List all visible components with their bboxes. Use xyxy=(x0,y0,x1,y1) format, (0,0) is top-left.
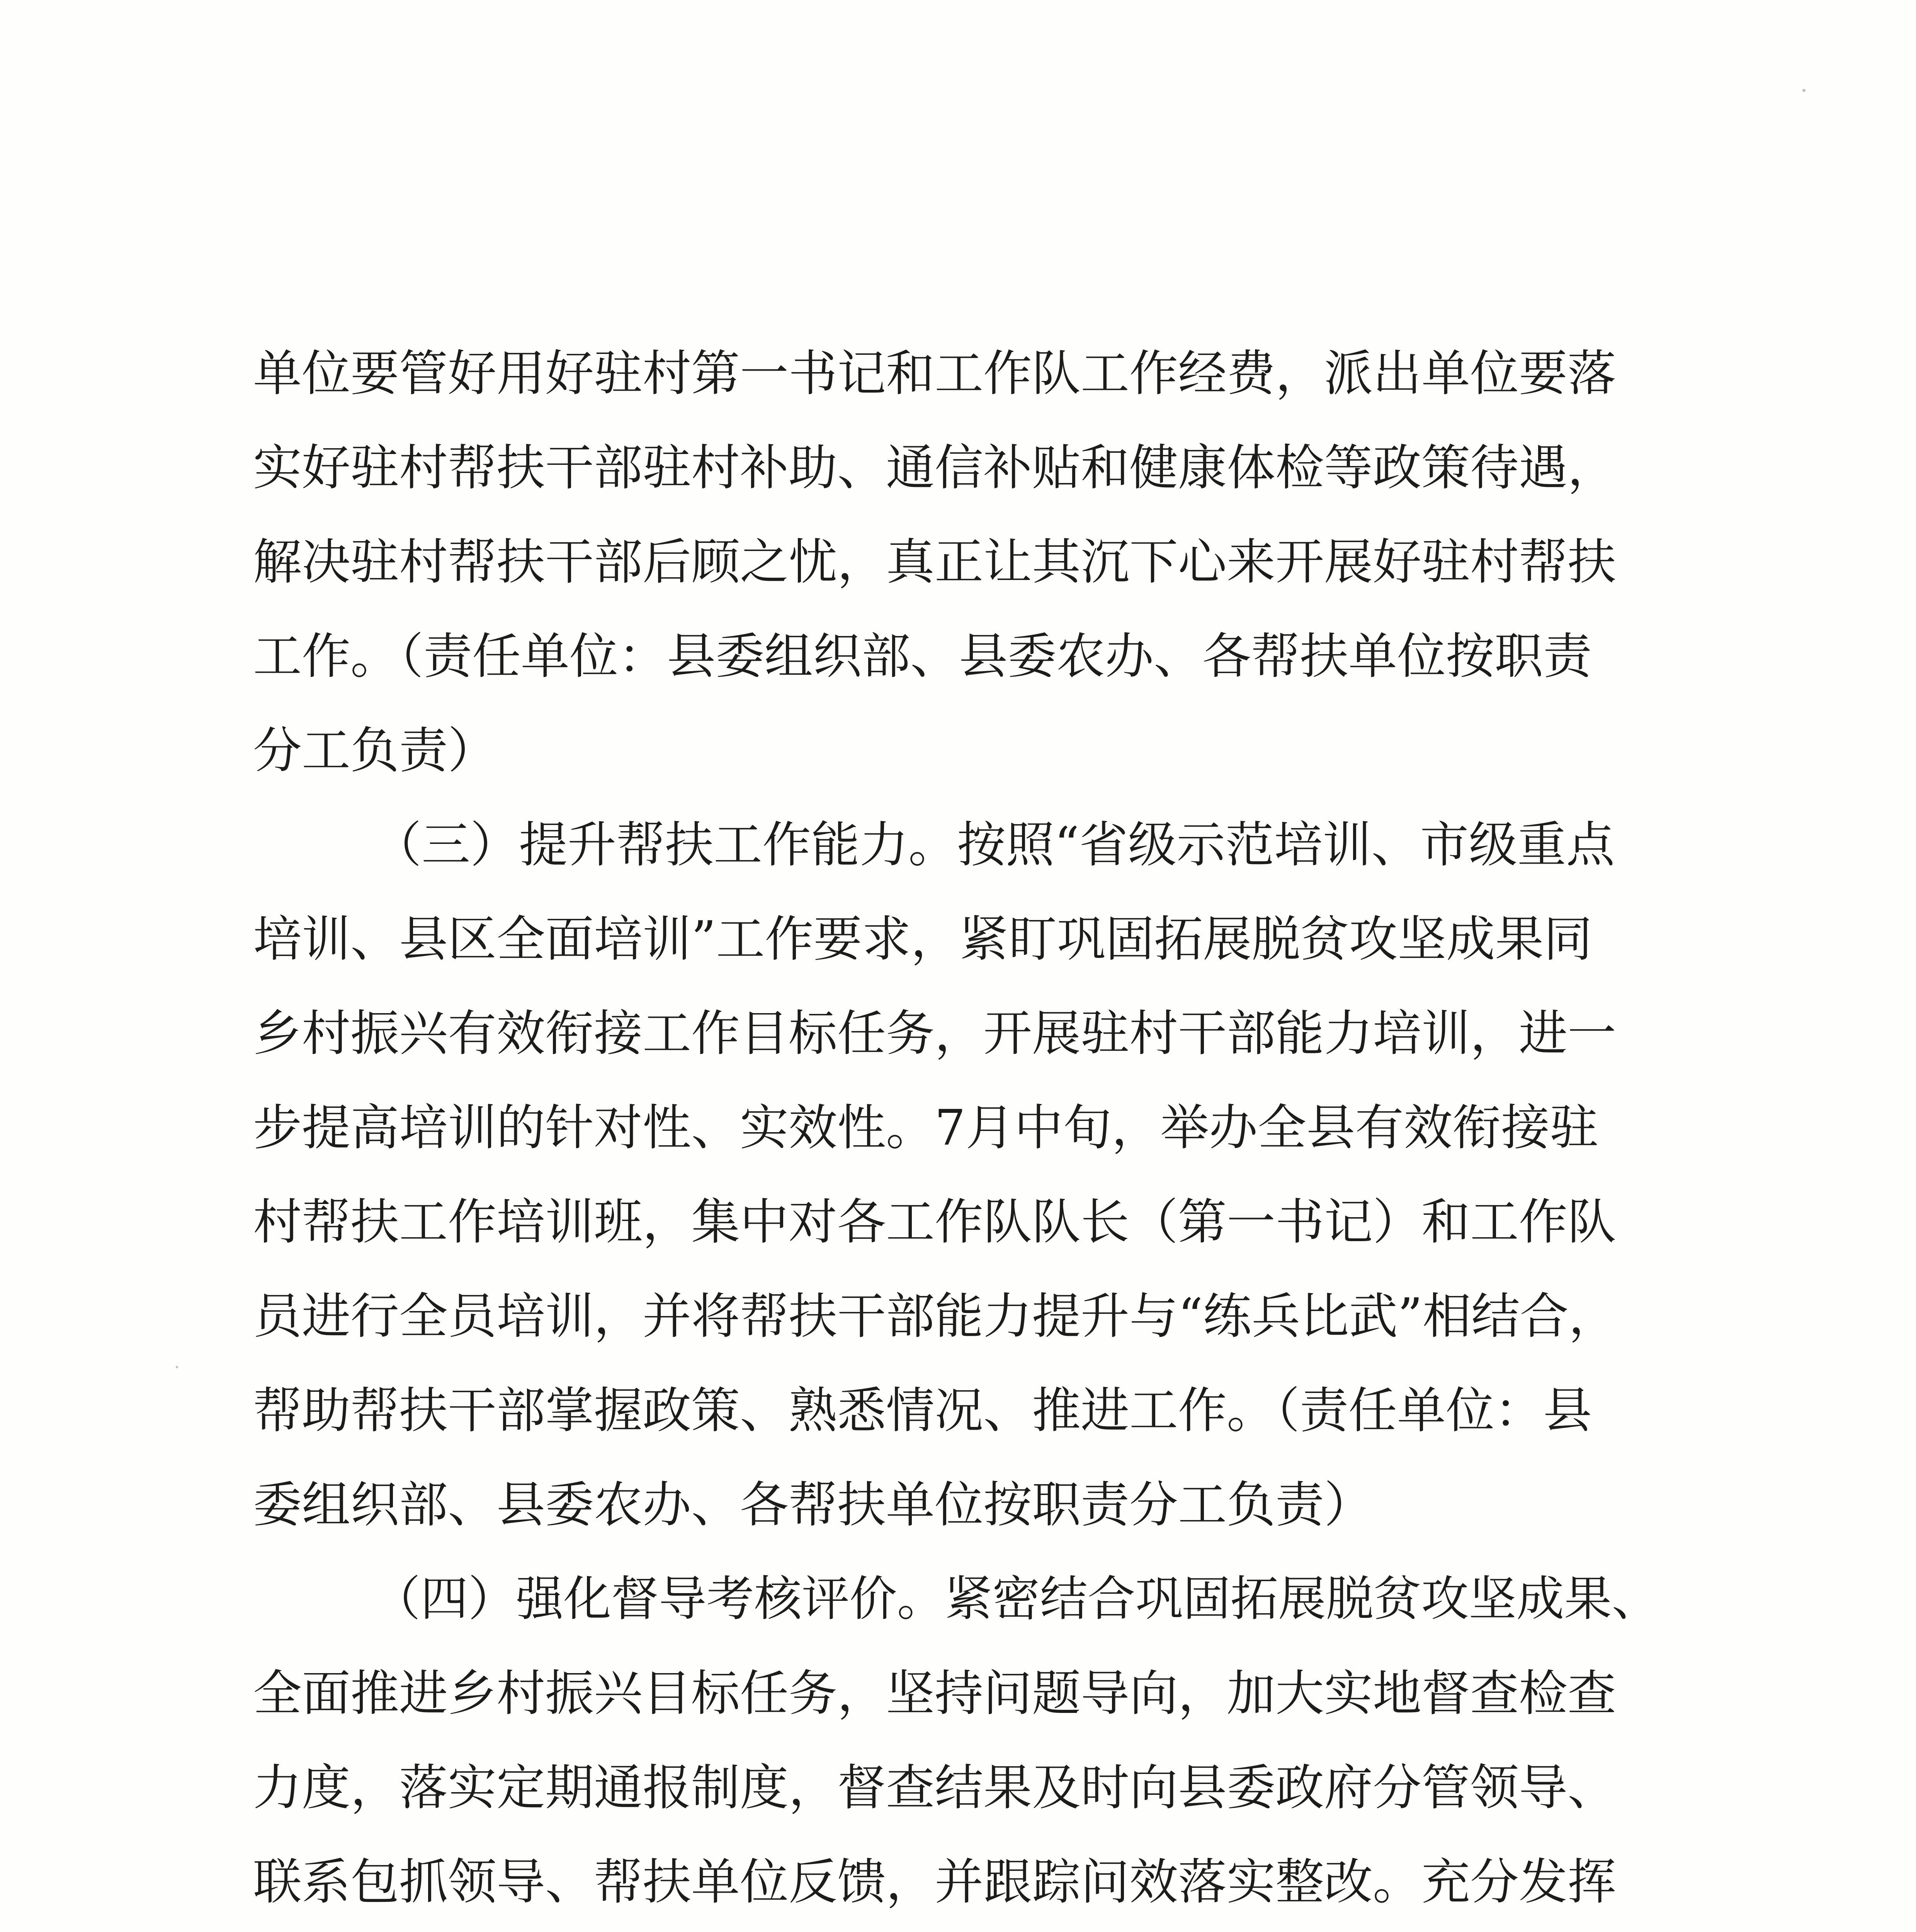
scan-speck xyxy=(1802,89,1805,92)
text-line xyxy=(253,1929,1659,1932)
text-line: 工作。（责任单位：县委组织部、县委农办、各帮扶单位按职责 xyxy=(253,628,1592,685)
text-line: 步提高培训的针对性、实效性。7月中旬，举办全县有效衔接驻 xyxy=(253,1099,1599,1156)
text-line: 单位要管好用好驻村第一书记和工作队工作经费，派出单位要落 xyxy=(253,345,1616,402)
text-line: 培训、县区全面培训”工作要求，紧盯巩固拓展脱贫攻坚成果同 xyxy=(253,911,1593,968)
body-text xyxy=(253,327,1659,1932)
text-line: 联系包抓领导、帮扶单位反馈，并跟踪问效落实整改。充分发挥 xyxy=(253,1854,1616,1910)
text-line: 全面推进乡村振兴目标任务，坚持问题导向，加大实地督查检查 xyxy=(253,1665,1616,1722)
scan-speck xyxy=(176,1366,178,1368)
text-line: 分工负责） xyxy=(253,722,496,779)
text-line: 实好驻村帮扶干部驻村补助、通信补贴和健康体检等政策待遇， xyxy=(253,439,1616,496)
text-line: 乡村振兴有效衔接工作目标任务，开展驻村干部能力培训，进一 xyxy=(253,1005,1616,1062)
text-line: 员进行全员培训，并将帮扶干部能力提升与“练兵比武”相结合， xyxy=(253,1288,1617,1345)
section-heading-line: （四）强化督导考核评价。紧密结合巩固拓展脱贫攻坚成果、 xyxy=(373,1571,1659,1627)
text-line: 帮助帮扶干部掌握政策、熟悉情况、推进工作。（责任单位：县 xyxy=(253,1382,1592,1439)
text-line: 村帮扶工作培训班，集中对各工作队队长（第一书记）和工作队 xyxy=(253,1194,1616,1250)
text-line: 力度，落实定期通报制度，督查结果及时向县委政府分管领导、 xyxy=(253,1759,1616,1816)
section-heading-line: （三）提升帮扶工作能力。按照“省级示范培训、市级重点 xyxy=(373,816,1615,873)
text-line: 解决驻村帮扶干部后顾之忧，真正让其沉下心来开展好驻村帮扶 xyxy=(253,534,1616,590)
text-line: 委组织部、县委农办、各帮扶单位按职责分工负责） xyxy=(253,1476,1373,1533)
